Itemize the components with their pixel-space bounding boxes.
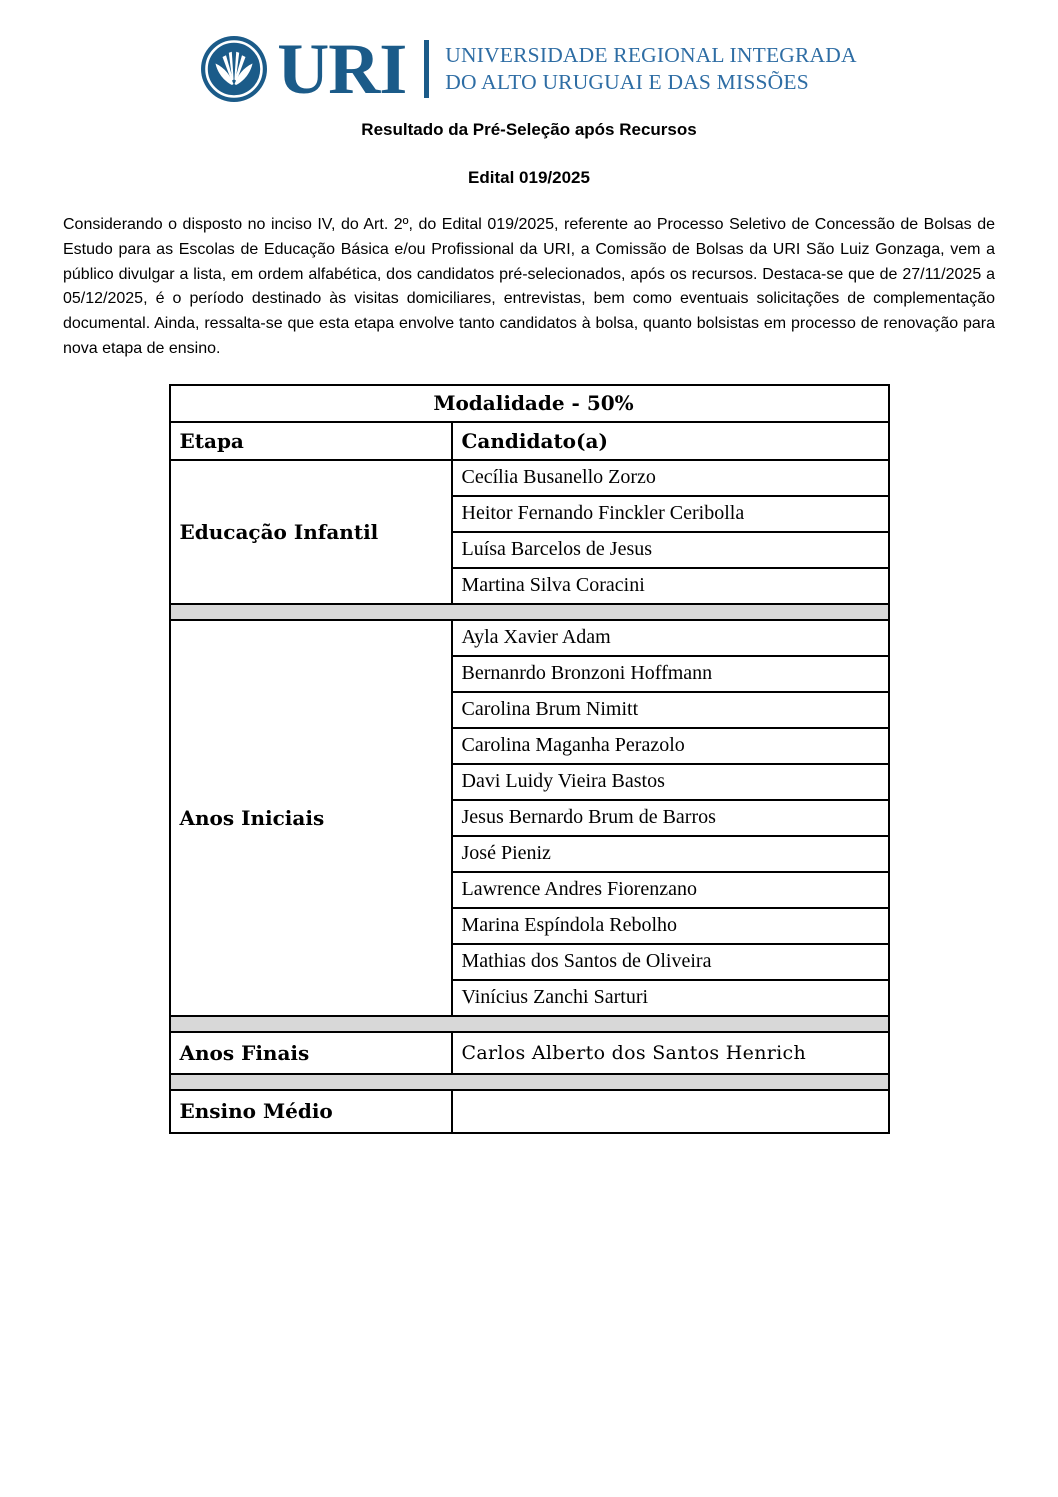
etapa-cell: Anos Finais: [170, 1032, 452, 1074]
candidate-cell: Carolina Maganha Perazolo: [452, 728, 889, 764]
table-title-row: [170, 385, 889, 422]
university-name: [445, 42, 856, 96]
candidate-cell: Carolina Brum Nimitt: [452, 692, 889, 728]
uri-book-emblem-icon: [201, 36, 267, 102]
university-logo: [0, 0, 1058, 109]
candidate-cell: Davi Luidy Vieira Bastos: [452, 764, 889, 800]
candidate-cell: Carlos Alberto dos Santos Henrich: [452, 1032, 889, 1074]
candidate-cell: Cecília Busanello Zorzo: [452, 460, 889, 496]
spacer-row: [170, 1074, 889, 1090]
university-name-line2: DO ALTO URUGUAI E DAS MISSÕES: [445, 70, 809, 94]
etapa-cell: Anos Iniciais: [170, 620, 452, 1016]
table-row: [170, 460, 889, 496]
intro-paragraph: Considerando o disposto no inciso IV, do Art. 2º, do Edital 019/2025, referente ao Processo Seletivo de Concessão de Bolsas de Estudo para as Escolas de Educação Básica e/ou Profissional da URI, a Comissão de Bolsas da URI São Luiz Gonzaga, vem a público divulgar a lista, em ordem alfabética, dos candidatos pré-selecionados, após os recursos. Destaca-se que de 27/11/2025 a 05/12/2025, é o período destinado às visitas domiciliares, entrevistas, bem como eventuais solicitações de complementação documental. Ainda, ressalta-se que esta etapa envolve tanto candidatos à bolsa, quanto bolsistas em processo de renovação para nova etapa de ensino.: [63, 216, 995, 357]
spacer-cell: [170, 604, 889, 620]
spacer-row: [170, 604, 889, 620]
spacer-cell: [170, 1016, 889, 1032]
results-table-body: [170, 385, 889, 1133]
document-title: Resultado da Pré-Seleção após Recursos: [361, 120, 697, 139]
table-row: [170, 620, 889, 656]
table-row: [170, 1032, 889, 1074]
column-header-candidato: Candidato(a): [452, 422, 889, 460]
spacer-cell: [170, 1074, 889, 1090]
candidate-cell: Jesus Bernardo Brum de Barros: [452, 800, 889, 836]
logo-acronym: URI: [277, 29, 407, 109]
column-header-etapa: Etapa: [170, 422, 452, 460]
university-name-line1: UNIVERSIDADE REGIONAL INTEGRADA: [445, 43, 857, 67]
candidate-cell: Martina Silva Coracini: [452, 568, 889, 604]
candidate-cell: Ayla Xavier Adam: [452, 620, 889, 656]
candidate-cell: Marina Espíndola Rebolho: [452, 908, 889, 944]
candidate-cell: Mathias dos Santos de Oliveira: [452, 944, 889, 980]
document-subtitle: Edital 019/2025: [468, 168, 590, 187]
etapa-cell: Ensino Médio: [170, 1090, 452, 1133]
candidate-cell: Lawrence Andres Fiorenzano: [452, 872, 889, 908]
logo-divider: [424, 40, 429, 98]
results-table: [169, 384, 890, 1134]
candidate-cell: Luísa Barcelos de Jesus: [452, 532, 889, 568]
spacer-row: [170, 1016, 889, 1032]
candidate-cell: José Pieniz: [452, 836, 889, 872]
table-row: [170, 1090, 889, 1133]
table-title: Modalidade - 50%: [170, 385, 889, 422]
candidate-cell: Bernanrdo Bronzoni Hoffmann: [452, 656, 889, 692]
column-header-row: [170, 422, 889, 460]
etapa-cell: Educação Infantil: [170, 460, 452, 604]
candidate-cell: [452, 1090, 889, 1133]
candidate-cell: Heitor Fernando Finckler Ceribolla: [452, 496, 889, 532]
candidate-cell: Vinícius Zanchi Sarturi: [452, 980, 889, 1016]
